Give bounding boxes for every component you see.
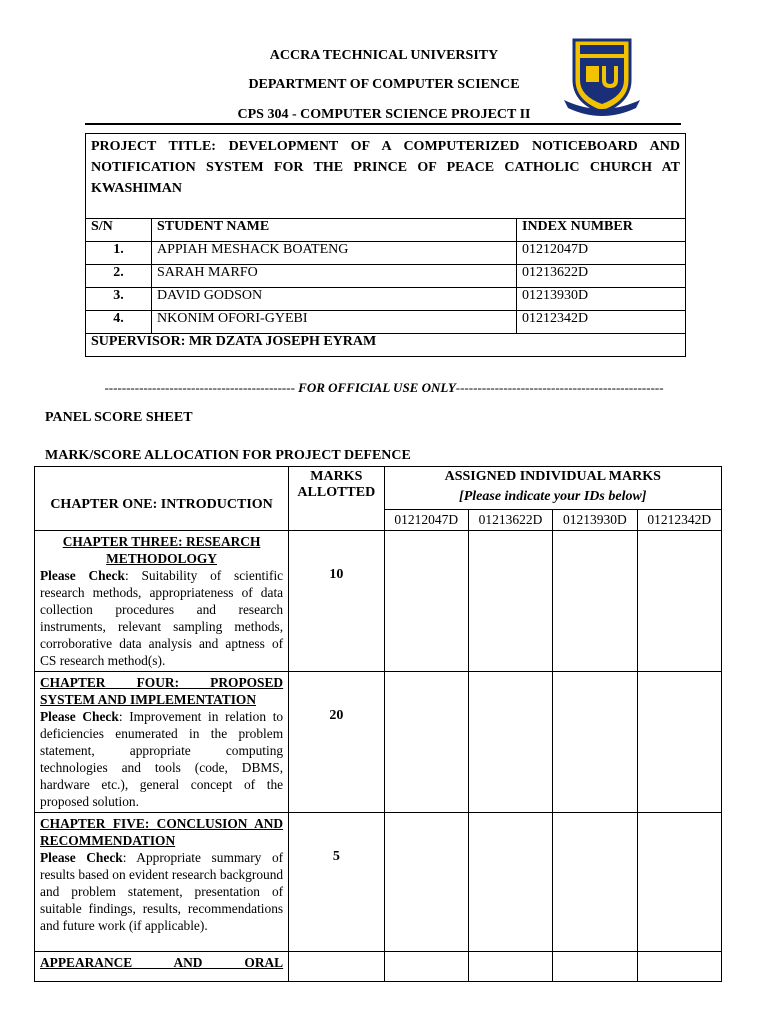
- criteria-heading: CHAPTER THREE: RESEARCH METHODOLOGY: [62, 534, 261, 566]
- column-header-sn: S/N: [86, 219, 152, 242]
- criteria-description: : Suitability of scientific research methods, appropriateness of data collection procedures and research instruments, relevant sampling methods, corroborative data analysis and aptness of CS research method(s).: [40, 568, 284, 668]
- criteria-cell: [35, 813, 289, 952]
- student-sn: 3.: [86, 288, 152, 311]
- table-row: [35, 952, 722, 982]
- table-row: [35, 672, 722, 813]
- supervisor: SUPERVISOR: MR DZATA JOSEPH EYRAM: [86, 334, 686, 357]
- table-row: [35, 531, 722, 672]
- project-title: PROJECT TITLE: DEVELOPMENT OF A COMPUTERIZED NOTICEBOARD AND NOTIFICATION SYSTEM FOR THE PRINCE OF PEACE CATHOLIC CHURCH AT KWASHIMAN: [86, 134, 686, 219]
- table-row: [86, 242, 686, 265]
- column-header-student-name: STUDENT NAME: [152, 219, 517, 242]
- please-check-label: Please Check: [40, 709, 119, 724]
- assigned-marks-header: [384, 467, 721, 510]
- score-entry-cell[interactable]: [468, 952, 552, 982]
- criteria-description: : Appropriate summary of results based on evident research background and problem statement, presentation of suitable findings, results, recommendations and future work (if applicable).: [40, 850, 284, 933]
- student-index: 01213622D: [517, 265, 686, 288]
- marks-allotted-header: MARKS ALLOTTED: [289, 467, 384, 531]
- criteria-heading: CHAPTER FOUR: PROPOSED SYSTEM AND IMPLEMENTATION: [40, 675, 284, 707]
- criteria-heading: CHAPTER FIVE: CONCLUSION AND RECOMMENDATION: [40, 816, 284, 848]
- score-entry-cell[interactable]: [384, 952, 468, 982]
- score-entry-cell[interactable]: [553, 952, 637, 982]
- student-name: NKONIM OFORI-GYEBI: [152, 311, 517, 334]
- score-entry-cell[interactable]: [637, 672, 721, 813]
- marks-allotted-value: 20: [289, 672, 384, 813]
- student-name: SARAH MARFO: [152, 265, 517, 288]
- table-row: [35, 813, 722, 952]
- assigned-marks-instruction: [Please indicate your IDs below]: [459, 489, 647, 504]
- dashes-right: ------------------------------------------------: [455, 380, 664, 395]
- please-check-label: Please Check: [40, 568, 125, 583]
- student-id-header: 01213622D: [468, 510, 552, 531]
- criteria-heading: APPEARANCE AND ORAL: [40, 955, 284, 970]
- student-id-header: 01212047D: [384, 510, 468, 531]
- student-sn: 2.: [86, 265, 152, 288]
- score-entry-cell[interactable]: [637, 952, 721, 982]
- student-index: 01212342D: [517, 311, 686, 334]
- score-entry-cell[interactable]: [553, 531, 637, 672]
- student-id-header: 01212342D: [637, 510, 721, 531]
- chapter-one-label: CHAPTER ONE: INTRODUCTION: [50, 496, 273, 512]
- table-row: [86, 311, 686, 334]
- department-name: DEPARTMENT OF COMPUTER SCIENCE: [248, 77, 520, 92]
- criteria-cell: [35, 531, 289, 672]
- chapter-one-header: [35, 467, 289, 531]
- course-title: CPS 304 - COMPUTER SCIENCE PROJECT II: [237, 107, 531, 122]
- dashes-left: --------------------------------------------: [104, 380, 295, 395]
- table-row: [86, 288, 686, 311]
- score-entry-cell[interactable]: [384, 531, 468, 672]
- panel-score-sheet-title: PANEL SCORE SHEET: [45, 410, 193, 425]
- column-header-index-number: INDEX NUMBER: [517, 219, 686, 242]
- header-divider: [85, 123, 681, 125]
- criteria-description: : Improvement in relation to deficiencies enumerated in the problem statement, appropriate computing technologies and tools (code, DBMS, hardware etc.), general concept of the proposed solution.: [40, 709, 284, 809]
- official-use-label: FOR OFFICIAL USE ONLY: [298, 380, 456, 395]
- official-use-line: [0, 380, 768, 396]
- student-name: APPIAH MESHACK BOATENG: [152, 242, 517, 265]
- score-entry-cell[interactable]: [468, 813, 552, 952]
- marks-allotted-value: [289, 952, 384, 982]
- student-index: 01213930D: [517, 288, 686, 311]
- score-entry-cell[interactable]: [637, 531, 721, 672]
- student-id-header: 01213930D: [553, 510, 637, 531]
- marks-allotted-value: 5: [289, 813, 384, 952]
- please-check-label: Please Check: [40, 850, 123, 865]
- university-name: ACCRA TECHNICAL UNIVERSITY: [269, 48, 499, 63]
- score-entry-cell[interactable]: [553, 672, 637, 813]
- score-allocation-table: [34, 466, 722, 982]
- student-sn: 1.: [86, 242, 152, 265]
- university-crest-icon: [562, 36, 642, 116]
- project-details-table: [85, 133, 686, 357]
- student-name: DAVID GODSON: [152, 288, 517, 311]
- criteria-cell: [35, 672, 289, 813]
- assigned-marks-title: ASSIGNED INDIVIDUAL MARKS: [444, 469, 661, 484]
- mark-allocation-title: MARK/SCORE ALLOCATION FOR PROJECT DEFENCE: [45, 448, 411, 463]
- score-entry-cell[interactable]: [384, 813, 468, 952]
- score-entry-cell[interactable]: [468, 531, 552, 672]
- score-entry-cell[interactable]: [553, 813, 637, 952]
- student-sn: 4.: [86, 311, 152, 334]
- marks-allotted-value: 10: [289, 531, 384, 672]
- student-index: 01212047D: [517, 242, 686, 265]
- table-row: [86, 265, 686, 288]
- score-entry-cell[interactable]: [468, 672, 552, 813]
- score-entry-cell[interactable]: [384, 672, 468, 813]
- criteria-cell: [35, 952, 289, 982]
- score-entry-cell[interactable]: [637, 813, 721, 952]
